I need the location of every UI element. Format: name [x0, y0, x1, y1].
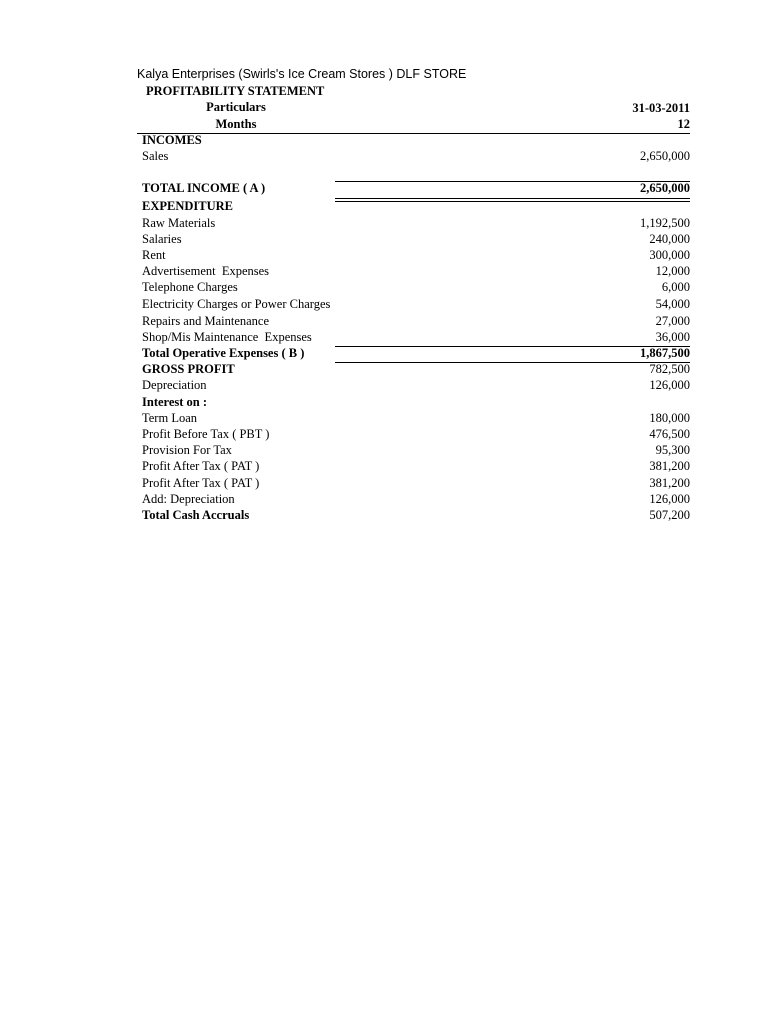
company-name: Kalya Enterprises (Swirls's Ice Cream Stores ) DLF STORE: [137, 67, 467, 81]
total-expenses-value: 1,867,500: [640, 346, 690, 360]
depreciation-value: 126,000: [649, 378, 690, 392]
total-income-label: TOTAL INCOME ( A ): [142, 181, 266, 195]
cash-accruals-label: Total Cash Accruals: [142, 508, 250, 522]
term-loan-label: Term Loan: [142, 411, 198, 425]
expense-value: 12,000: [655, 264, 690, 278]
sales-label: Sales: [142, 149, 169, 163]
expense-value: 300,000: [649, 248, 690, 262]
months-header: Months: [215, 117, 257, 131]
add-depreciation-label: Add: Depreciation: [142, 492, 235, 506]
pat-row: [142, 459, 690, 475]
incomes-heading-row: [142, 133, 690, 149]
expense-row: [142, 216, 690, 232]
expense-value: 240,000: [649, 232, 690, 246]
pbt-value: 476,500: [649, 427, 690, 441]
expenditure-heading-row: [142, 199, 690, 215]
term-loan-row: [142, 411, 690, 427]
expense-label: Rent: [142, 248, 166, 262]
depreciation-label: Depreciation: [142, 378, 207, 392]
expense-value: 36,000: [655, 330, 690, 344]
expense-value: 6,000: [661, 280, 690, 294]
provision-label: Provision For Tax: [142, 443, 232, 457]
total-income-value: 2,650,000: [640, 181, 690, 195]
expense-row: [142, 264, 690, 280]
add-depreciation-value: 126,000: [649, 492, 690, 506]
period-months: 12: [677, 117, 690, 131]
expense-label: Electricity Charges or Power Charges: [142, 297, 331, 311]
incomes-heading: INCOMES: [142, 133, 202, 147]
expense-label: Telephone Charges: [142, 280, 238, 294]
expense-value: 54,000: [655, 297, 690, 311]
gross-profit-value: 782,500: [649, 362, 690, 376]
expense-row: [142, 330, 690, 346]
expenditure-heading: EXPENDITURE: [142, 199, 233, 213]
expense-row: [142, 248, 690, 264]
pat-value: 381,200: [649, 459, 690, 473]
statement-title: PROFITABILITY STATEMENT: [146, 84, 325, 98]
total-expenses-label: Total Operative Expenses ( B ): [142, 346, 305, 360]
pat-label: Profit After Tax ( PAT ): [142, 476, 260, 490]
pat-label: Profit After Tax ( PAT ): [142, 459, 260, 473]
provision-value: 95,300: [655, 443, 690, 457]
expense-row: [142, 297, 690, 313]
expense-label: Raw Materials: [142, 216, 216, 230]
expense-label: Shop/Mis Maintenance Expenses: [142, 330, 312, 344]
add-depreciation-row: [142, 492, 690, 508]
expense-value: 1,192,500: [640, 216, 690, 230]
pbt-label: Profit Before Tax ( PBT ): [142, 427, 270, 441]
expense-row: [142, 314, 690, 330]
total-income-row: [142, 181, 690, 197]
period-date: 31-03-2011: [632, 101, 690, 115]
gross-profit-label: GROSS PROFIT: [142, 362, 235, 376]
pat-value: 381,200: [649, 476, 690, 490]
sales-value: 2,650,000: [640, 149, 690, 163]
total-expenses-row: [142, 346, 690, 362]
pbt-row: [142, 427, 690, 443]
pat-row-repeat: [142, 476, 690, 492]
cash-accruals-row: [142, 508, 690, 524]
expense-label: Salaries: [142, 232, 182, 246]
interest-heading-row: [142, 395, 690, 411]
expense-row: [142, 232, 690, 248]
expense-label: Repairs and Maintenance: [142, 314, 270, 328]
expense-row: [142, 280, 690, 296]
depreciation-row: [142, 378, 690, 394]
particulars-header: Particulars: [206, 100, 266, 114]
gross-profit-row: [142, 362, 690, 378]
term-loan-value: 180,000: [649, 411, 690, 425]
expense-value: 27,000: [655, 314, 690, 328]
provision-row: [142, 443, 690, 459]
sales-row: [142, 149, 690, 165]
cash-accruals-value: 507,200: [649, 508, 690, 522]
interest-heading: Interest on :: [142, 395, 208, 409]
expense-label: Advertisement Expenses: [142, 264, 270, 278]
